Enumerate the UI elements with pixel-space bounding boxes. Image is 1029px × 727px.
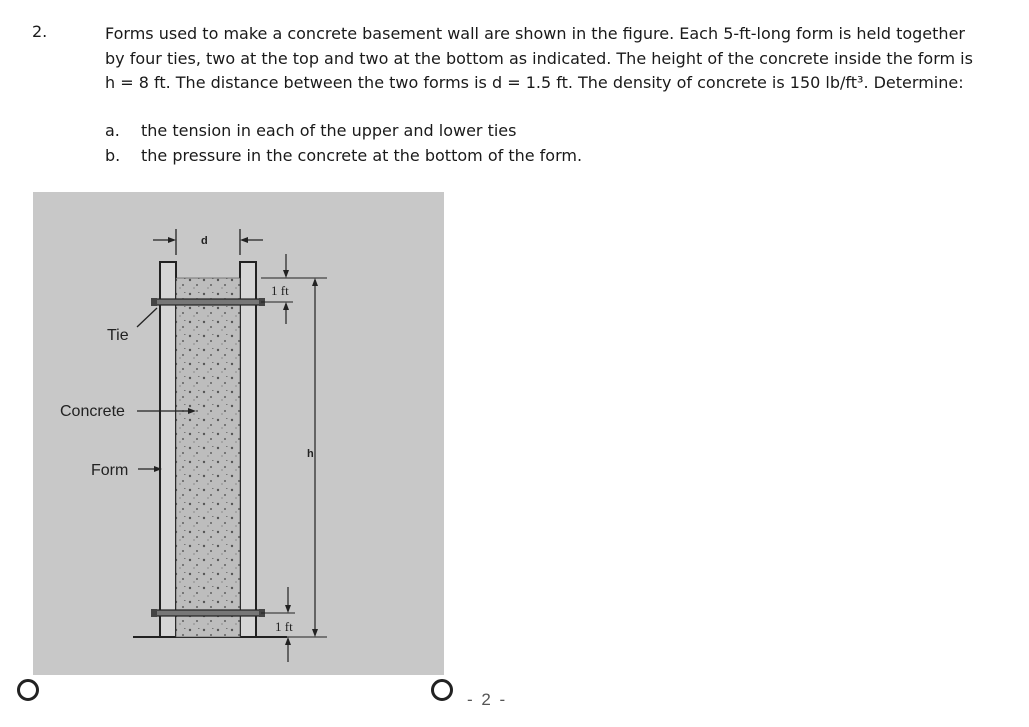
form-label: Form bbox=[91, 462, 129, 479]
d-label: d bbox=[201, 235, 208, 247]
top-tie bbox=[155, 299, 263, 305]
concrete-label: Concrete bbox=[60, 403, 125, 420]
item-text: the pressure in the concrete at the bottom of the form. bbox=[141, 146, 583, 165]
top-ft-label: 1 ft bbox=[271, 283, 289, 298]
d-arrowhead bbox=[168, 237, 176, 243]
problem-number: 2. bbox=[32, 22, 48, 41]
right-form bbox=[240, 262, 256, 637]
page-number: - 2 - bbox=[467, 690, 508, 709]
tie-leader bbox=[137, 308, 157, 327]
item-text: the tension in each of the upper and lower ties bbox=[141, 121, 517, 140]
circle-marker-left bbox=[17, 679, 39, 701]
ft-arrowhead bbox=[285, 637, 291, 645]
bottom-ft-label: 1 ft bbox=[275, 619, 293, 634]
bottom-tie bbox=[155, 610, 263, 616]
figure-drawing bbox=[33, 192, 444, 675]
bottom-tie-end bbox=[151, 609, 157, 617]
concrete-wall-figure bbox=[33, 192, 444, 675]
h-arrowhead bbox=[312, 278, 318, 286]
ft-arrowhead bbox=[283, 302, 289, 310]
item-label: a. bbox=[105, 121, 120, 140]
d-arrowhead bbox=[240, 237, 248, 243]
ft-arrowhead bbox=[285, 605, 291, 613]
item-label: b. bbox=[105, 146, 121, 165]
h-label: h bbox=[307, 448, 314, 460]
top-tie-end bbox=[151, 298, 157, 306]
concrete-fill bbox=[176, 278, 240, 637]
h-arrowhead bbox=[312, 629, 318, 637]
problem-statement: Forms used to make a concrete basement wall are shown in the figure. Each 5-ft-long form is held together by four ties, two at the top and two at the bottom as indicated. The height of the concrete inside the form is h = 8 ft. The distance between the two forms is d = 1.5 ft. The density of concrete is 150 lb/ft³. Determine: bbox=[105, 24, 973, 92]
circle-marker-right bbox=[431, 679, 453, 701]
left-form bbox=[160, 262, 176, 637]
ft-arrowhead bbox=[283, 270, 289, 278]
tie-label: Tie bbox=[107, 327, 129, 344]
